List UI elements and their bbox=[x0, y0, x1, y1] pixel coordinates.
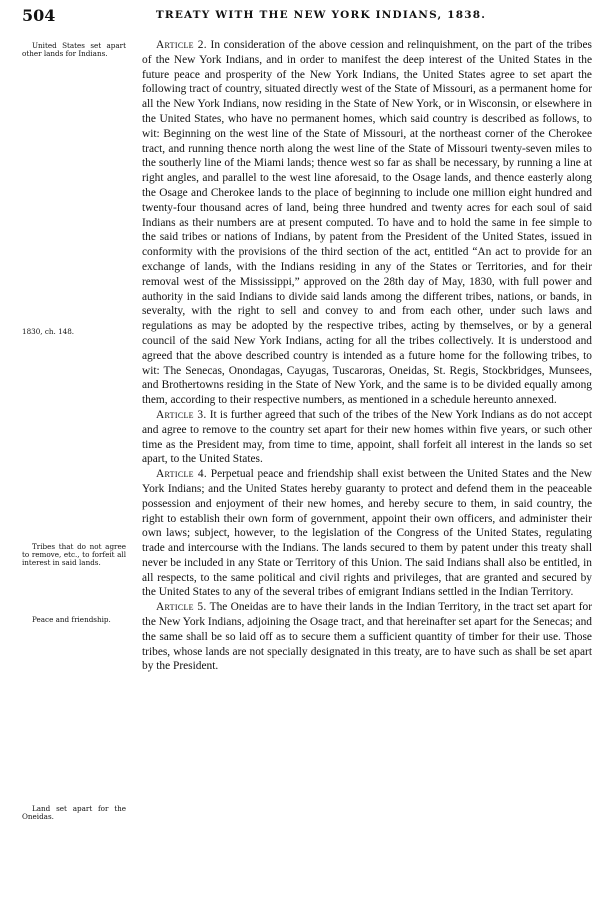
article-4 bbox=[142, 467, 592, 600]
margin-note-text: Land set apart for the Oneidas. bbox=[22, 804, 126, 821]
margin-note-other-lands bbox=[22, 42, 126, 58]
margin-note-statute bbox=[22, 328, 126, 336]
margin-note-peace bbox=[22, 616, 126, 624]
treaty-body bbox=[142, 38, 592, 674]
article-2 bbox=[142, 38, 592, 408]
margin-note-oneidas bbox=[22, 805, 126, 821]
margin-note-text: United States set apart other lands for Indians. bbox=[22, 41, 126, 58]
article-3 bbox=[142, 408, 592, 467]
page-header bbox=[22, 6, 590, 28]
article-label: Article 3. bbox=[156, 408, 207, 421]
margin-note-text: 1830, ch. 148. bbox=[22, 327, 75, 336]
article-text: The Oneidas are to have their lands in the Indian Territory, in the tract set apart for the New York Indians, adjoining the Osage tract, and that hereinafter set apart for the Senecas; and the same shall be so laid off as to secure them a sufficient quantity of timber for their use. Those tribes, whose lands are not specially designated in this treaty, are to have such as shall be set apart by the President. bbox=[142, 601, 592, 673]
running-title: TREATY WITH THE NEW YORK INDIANS, 1838. bbox=[155, 9, 487, 21]
article-text: In consideration of the above cession and relinquishment, on the part of the tribes of the New York Indians, and in order to manifest the deep interest of the United States in the future peace and prosperity of the New York Indians, the United States agree to set apart the following tract of country, situated directly west of the State of Missouri, as a permanent home for all the New York Indians, now residing in the State of New York, or in Wisconsin, or elsewhere in the United States, who have no permanent homes, which said country is described as follows, to wit: Beginning on the west line of the State of Missouri, at the northeast corner of the Cherokee tract, and running thence north along the west line of the State of Missouri twenty-seven miles to the southerly line of the Miami lands; thence west so far as shall be necessary, by running a line at right angles, and parallel to the west line aforesaid, to the Osage lands, and thence easterly along the Osage and Cherokee lands to the place of beginning to include one million eight hundred and twenty-four thousand acres of land, being three hundred and twenty acres for each soul of said Indians as their numbers are at present computed. To have and to hold the same in fee simple to the said tribes or nations of Indians, by patent from the President of the United States, issued in conformity with the provisions of the third section of the act, entitled “An act to provide for an exchange of lands, with the Indians residing in any of the States or Territories, and for their removal west of the Mississippi,” approved on the 28th day of May, 1830, with full power and authority in the said Indians to divide said lands among the different tribes, nations, or bands, in severalty, with the right to sell and convey to and from each other, under such laws and regulations as may be adopted by the respective tribes, acting by themselves, or by a general council of the said New York Indians, acting for all the tribes collectively. It is understood and agreed that the above described country is intended as a future home for the following tribes, to wit: The Senecas, Onondagas, Cayugas, Tuscaroras, Oneidas, St. Regis, Stockbridges, Munsees, and Brothertowns residing in the State of New York, and the same is to be divided equally among them, according to their respective numbers, as mentioned in a schedule hereunto annexed. bbox=[142, 39, 592, 407]
margin-note-text: Peace and friendship. bbox=[32, 615, 111, 624]
article-label: Article 2. bbox=[156, 39, 207, 51]
article-text: Perpetual peace and friendship shall exist between the United States and the New York Indians; and the United States hereby guaranty to protect and defend them in the peaceable possession and enjoyment of their new homes, and hereby secure to them, in said country, the right to establish their own form of government, appoint their own officers, and administer their own laws; subject, however, to the legislation of the Congress of the United States, regulating trade and intercourse with the Indians. The lands secured to them by patent under this treaty shall never be included in any State or Territory of this Union. The said Indians shall also be entitled, in all respects, to the same political and civil rights and privileges, that are granted and secured by the United States to any of the several tribes of emigrant Indians settled in the Indian Territory. bbox=[142, 468, 592, 599]
margin-note-forfeit bbox=[22, 543, 126, 567]
article-text: It is further agreed that such of the tribes of the New York Indians as do not accept and agree to remove to the country set apart for their new homes within five years, or such other time as the President may, from time to time, appoint, shall forfeit all interest in the lands so set apart, to the United States. bbox=[142, 408, 592, 466]
article-label: Article 5. bbox=[156, 601, 207, 614]
page-number: 504 bbox=[22, 6, 56, 25]
article-5 bbox=[142, 600, 592, 674]
article-label: Article 4. bbox=[156, 468, 208, 481]
margin-note-text: Tribes that do not agree to remove, etc., to forfeit all interest in said lands. bbox=[22, 542, 126, 567]
